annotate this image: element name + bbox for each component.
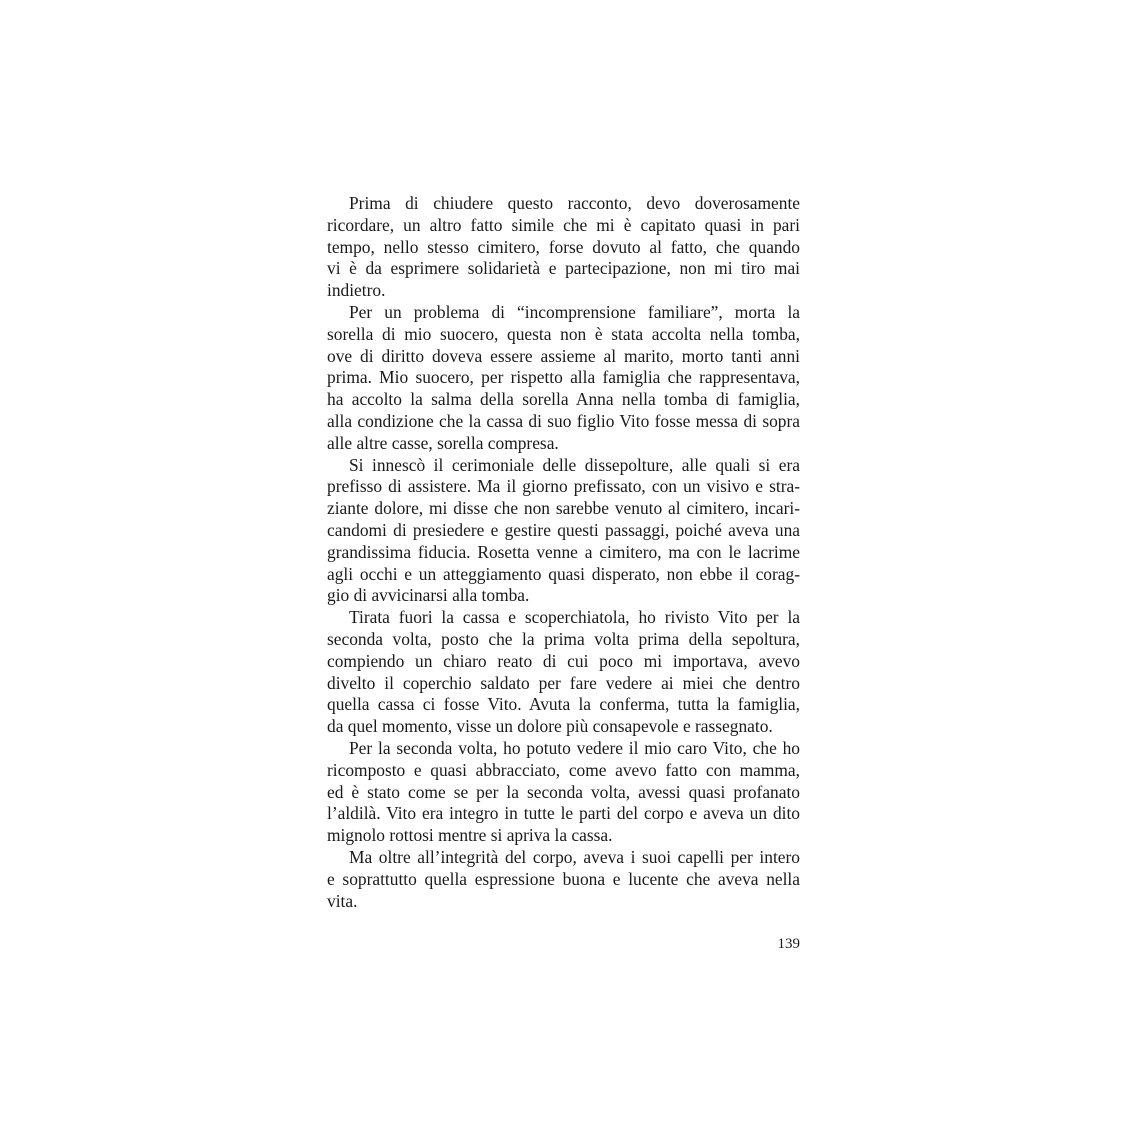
- text-line: ha accolto la salma della sorella Anna nella tomba di famiglia,: [327, 389, 800, 410]
- text-line: Prima di chiudere questo racconto, devo doverosamente: [349, 193, 800, 213]
- text-line: sorella di mio suocero, questa non è stata accolta nella tomba,: [327, 323, 800, 344]
- paragraph: [327, 607, 800, 738]
- text-line: vi è da esprimere solidarietà e partecipazione, non mi tiro mai: [327, 258, 800, 279]
- text-line: agli occhi e un atteggiamento quasi disperato, non ebbe il corag-: [327, 563, 800, 584]
- text-line: compiendo un chiaro reato di cui poco mi importava, avevo: [327, 650, 800, 671]
- text-line: ove di diritto doveva essere assieme al marito, morto tanti anni: [327, 345, 800, 366]
- body-text: [327, 193, 800, 912]
- text-line: gio di avvicinarsi alla tomba.: [327, 585, 530, 606]
- text-line: l’aldilà. Vito era integro in tutte le parti del corpo e aveva un dito: [327, 803, 800, 824]
- text-line: ricordare, un altro fatto simile che mi è capitato quasi in pari: [327, 214, 800, 235]
- text-line: Per un problema di “incomprensione familiare”, morta la: [349, 301, 800, 322]
- text-line: seconda volta, posto che la prima volta prima della sepoltura,: [327, 628, 800, 649]
- text-line: Tirata fuori la cassa e scoperchiatola, ho rivisto Vito per la: [349, 607, 800, 628]
- text-line: Per la seconda volta, ho potuto vedere il mio caro Vito, che ho: [349, 737, 800, 758]
- page-number: 139: [777, 936, 800, 952]
- paragraph: [327, 193, 800, 302]
- text-line: mignolo rottosi mentre si apriva la cassa.: [327, 825, 613, 846]
- text-line: Ma oltre all’integrità del corpo, aveva i suoi capelli per intero: [349, 846, 800, 867]
- text-line: alla condizione che la cassa di suo figlio Vito fosse messa di sopra: [327, 410, 800, 431]
- text-line: candomi di presiedere e gestire questi passaggi, poiché aveva una: [327, 519, 800, 540]
- paragraph: [327, 302, 800, 455]
- text-line: quella cassa ci fosse Vito. Avuta la conferma, tutta la famiglia,: [327, 694, 800, 715]
- paragraph: [327, 738, 800, 847]
- text-line: divelto il coperchio saldato per fare vedere ai miei che dentro: [327, 672, 800, 693]
- text-line: alle altre casse, sorella compresa.: [327, 432, 559, 453]
- text-line: ziante dolore, mi disse che non sarebbe venuto al cimitero, incari-: [327, 498, 800, 519]
- text-line: prefisso di assistere. Ma il giorno prefissato, con un visivo e stra-: [327, 476, 800, 497]
- text-line: da quel momento, visse un dolore più consapevole e rassegnato.: [327, 716, 773, 737]
- text-line: ed è stato come se per la seconda volta, avessi quasi profanato: [327, 781, 800, 802]
- paragraph: [327, 847, 800, 912]
- text-line: indietro.: [327, 280, 386, 301]
- text-line: vita.: [327, 890, 358, 911]
- text-line: e soprattutto quella espressione buona e lucente che aveva nella: [327, 868, 800, 889]
- text-line: ricomposto e quasi abbracciato, come avevo fatto con mamma,: [327, 759, 800, 780]
- paragraph: [327, 455, 800, 608]
- text-line: grandissima fiducia. Rosetta venne a cimitero, ma con le lacrime: [327, 541, 800, 562]
- text-line: tempo, nello stesso cimitero, forse dovuto al fatto, che quando: [327, 236, 800, 257]
- text-line: prima. Mio suocero, per rispetto alla famiglia che rappresentava,: [327, 367, 800, 388]
- text-line: Si innescò il cerimoniale delle dissepolture, alle quali si era: [349, 454, 800, 475]
